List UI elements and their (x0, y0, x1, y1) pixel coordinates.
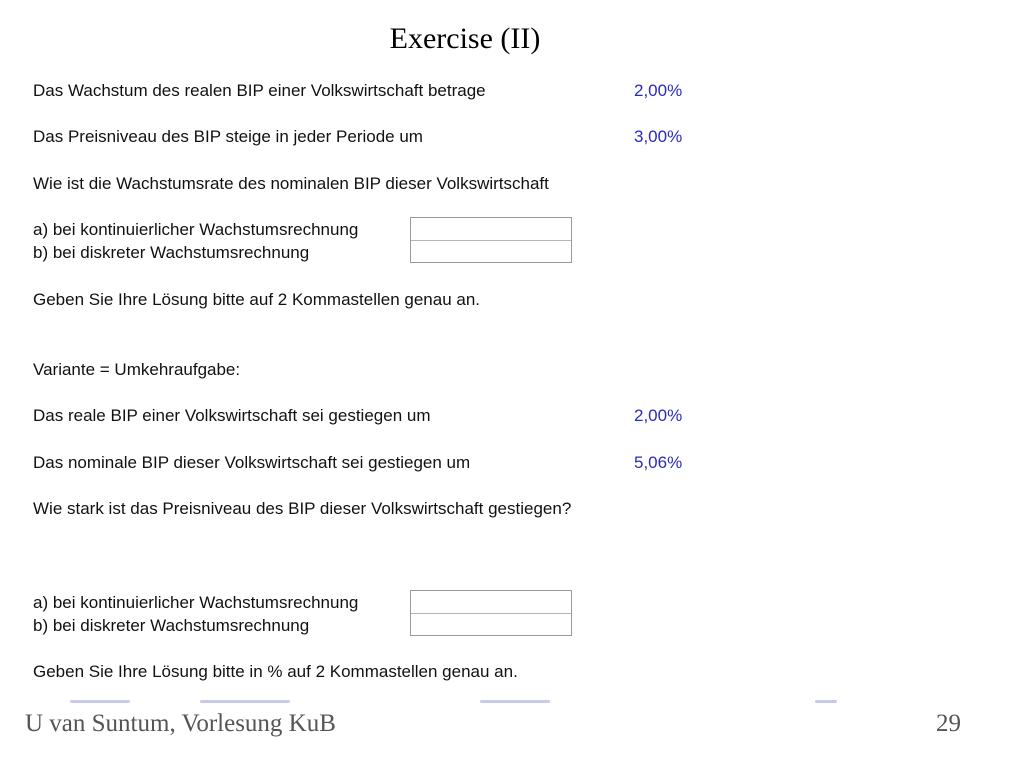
option-b-discrete-label-2: b) bei diskreter Wachstumsrechnung (33, 616, 310, 635)
real-gdp-increase-value: 2,00% (634, 406, 683, 425)
option-b-discrete-label: b) bei diskreter Wachstumsrechnung (33, 243, 310, 262)
footer-author: U van Suntum, Vorlesung KuB (25, 710, 336, 737)
answer-grid-part2 (410, 590, 572, 636)
nominal-gdp-increase-value: 5,06% (634, 453, 683, 472)
question-price-level: Wie stark ist das Preisniveau des BIP dieser Volkswirtschaft gestiegen? (33, 499, 572, 518)
answer-cell-continuous-2[interactable] (411, 591, 571, 614)
answer-cell-continuous[interactable] (411, 218, 571, 241)
answer-cell-discrete-2[interactable] (411, 614, 571, 636)
question-nominal-growth: Wie ist die Wachstumsrate des nominalen BIP dieser Volkswirtschaft (33, 174, 549, 193)
instruction-part1: Geben Sie Ihre Lösung bitte auf 2 Kommastellen genau an. (33, 290, 481, 309)
answer-grid-part1 (410, 217, 572, 263)
nominal-gdp-increase-label: Das nominale BIP dieser Volkswirtschaft sei gestiegen um (33, 453, 471, 472)
real-gdp-growth-value: 2,00% (634, 81, 683, 100)
clipped-text-strip (60, 700, 840, 704)
instruction-part2: Geben Sie Ihre Lösung bitte in % auf 2 Kommastellen genau an. (33, 662, 518, 681)
price-level-growth-value: 3,00% (634, 127, 683, 146)
option-a-continuous-label: a) bei kontinuierlicher Wachstumsrechnung (33, 220, 359, 239)
real-gdp-increase-label: Das reale BIP einer Volkswirtschaft sei gestiegen um (33, 406, 431, 425)
slide-title: Exercise (II) (389, 22, 541, 55)
answer-cell-discrete[interactable] (411, 241, 571, 263)
variant-heading: Variante = Umkehraufgabe: (33, 360, 241, 379)
real-gdp-growth-label: Das Wachstum des realen BIP einer Volkswirtschaft betrage (33, 81, 486, 100)
price-level-growth-label: Das Preisniveau des BIP steige in jeder Periode um (33, 127, 423, 146)
option-a-continuous-label-2: a) bei kontinuierlicher Wachstumsrechnung (33, 593, 359, 612)
page-number: 29 (936, 710, 961, 737)
